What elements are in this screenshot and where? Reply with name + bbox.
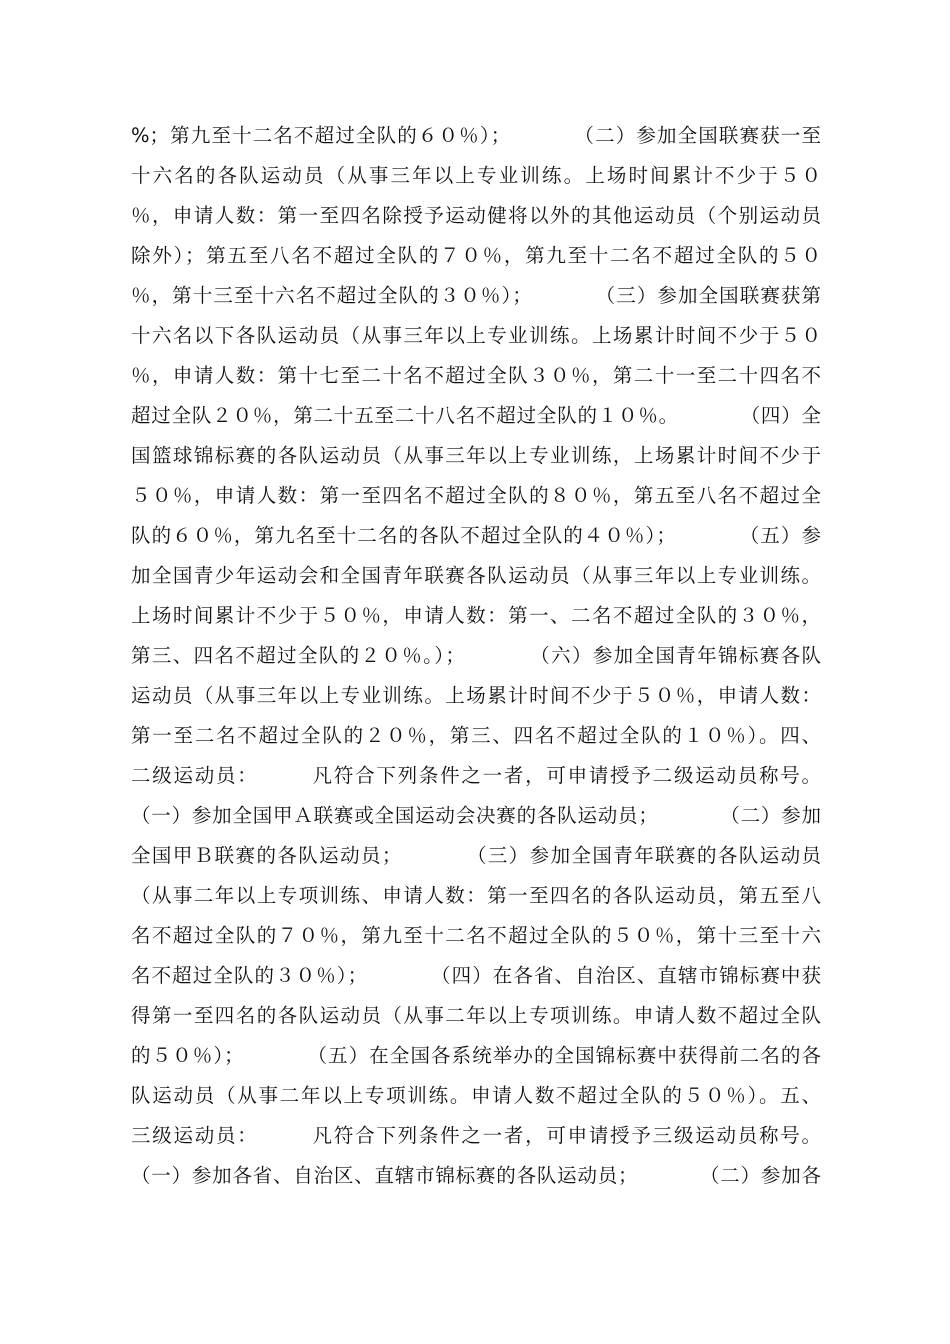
text-line: 得第一至四名的各队运动员（从事二年以上专项训练。申请人数不超过全队 (131, 1004, 821, 1027)
text-line: （一）参加各省、自治区、直辖市锦标赛的各队运动员； （二）参加各 (131, 1164, 821, 1187)
section-heading-line: 二级运动员： 凡符合下列条件之一者，可申请授予二级运动员称号。 (131, 764, 821, 787)
text-line: 名不超过全队的７０％，第九至十二名不超过全队的５０％，第十三至十六 (131, 924, 821, 947)
text-line: （从事二年以上专项训练、申请人数：第一至四名的各队运动员，第五至八 (131, 884, 821, 907)
text-line: 名不超过全队的３０％）； （四）在各省、自治区、直辖市锦标赛中获 (131, 964, 821, 987)
text-line: 第一至二名不超过全队的２０％，第三、四名不超过全队的１０％）。四、 (131, 724, 821, 747)
section-heading-line: 三级运动员： 凡符合下列条件之一者，可申请授予三级运动员称号。 (131, 1124, 821, 1147)
text-line: 超过全队２０％，第二十五至二十八名不超过全队的１０％。 （四）全 (131, 404, 821, 427)
text-line: 国篮球锦标赛的各队运动员（从事三年以上专业训练，上场累计时间不少于 (131, 444, 821, 467)
text-line: 加全国青少年运动会和全国青年联赛各队运动员（从事三年以上专业训练。 (131, 564, 821, 587)
text-line: ％，申请人数：第一至四名除授予运动健将以外的其他运动员（个别运动员 (131, 204, 821, 227)
text-line: 队运动员（从事二年以上专项训练。申请人数不超过全队的５０％）。五、 (131, 1084, 821, 1107)
text-line: 上场时间累计不少于５０％，申请人数：第一、二名不超过全队的３０％， (131, 604, 821, 627)
text-line: ％，第十三至十六名不超过全队的３０％）； （三）参加全国联赛获第 (131, 284, 821, 307)
text-line: 第三、四名不超过全队的２０％。）； （六）参加全国青年锦标赛各队 (131, 644, 821, 667)
text-line: ％，申请人数：第十七至二十名不超过全队３０％，第二十一至二十四名不 (131, 364, 821, 387)
text-line: 除外）；第五至八名不超过全队的７０％，第九至十二名不超过全队的５０ (131, 244, 821, 267)
text-line: （一）参加全国甲Ａ联赛或全国运动会决赛的各队运动员； （二）参加 (131, 804, 821, 827)
text-line: 全国甲Ｂ联赛的各队运动员； （三）参加全国青年联赛的各队运动员 (131, 844, 821, 867)
text-line: %；第九至十二名不超过全队的６０％）； （二）参加全国联赛获一至 (131, 124, 821, 147)
text-line: 十六名的各队运动员（从事三年以上专业训练。上场时间累计不少于５０ (131, 164, 821, 187)
text-line: 队的６０％，第九名至十二名的各队不超过全队的４０％）； （五）参 (131, 524, 821, 547)
text-line: ５０％，申请人数：第一至四名不超过全队的８０％，第五至八名不超过全 (131, 484, 821, 507)
text-line: 运动员（从事三年以上专业训练。上场累计时间不少于５０％，申请人数： (131, 684, 821, 707)
text-line: 的５０％）； （五）在全国各系统举办的全国锦标赛中获得前二名的各 (131, 1044, 821, 1067)
text-line: 十六名以下各队运动员（从事三年以上专业训练。上场累计时间不少于５０ (131, 324, 821, 347)
